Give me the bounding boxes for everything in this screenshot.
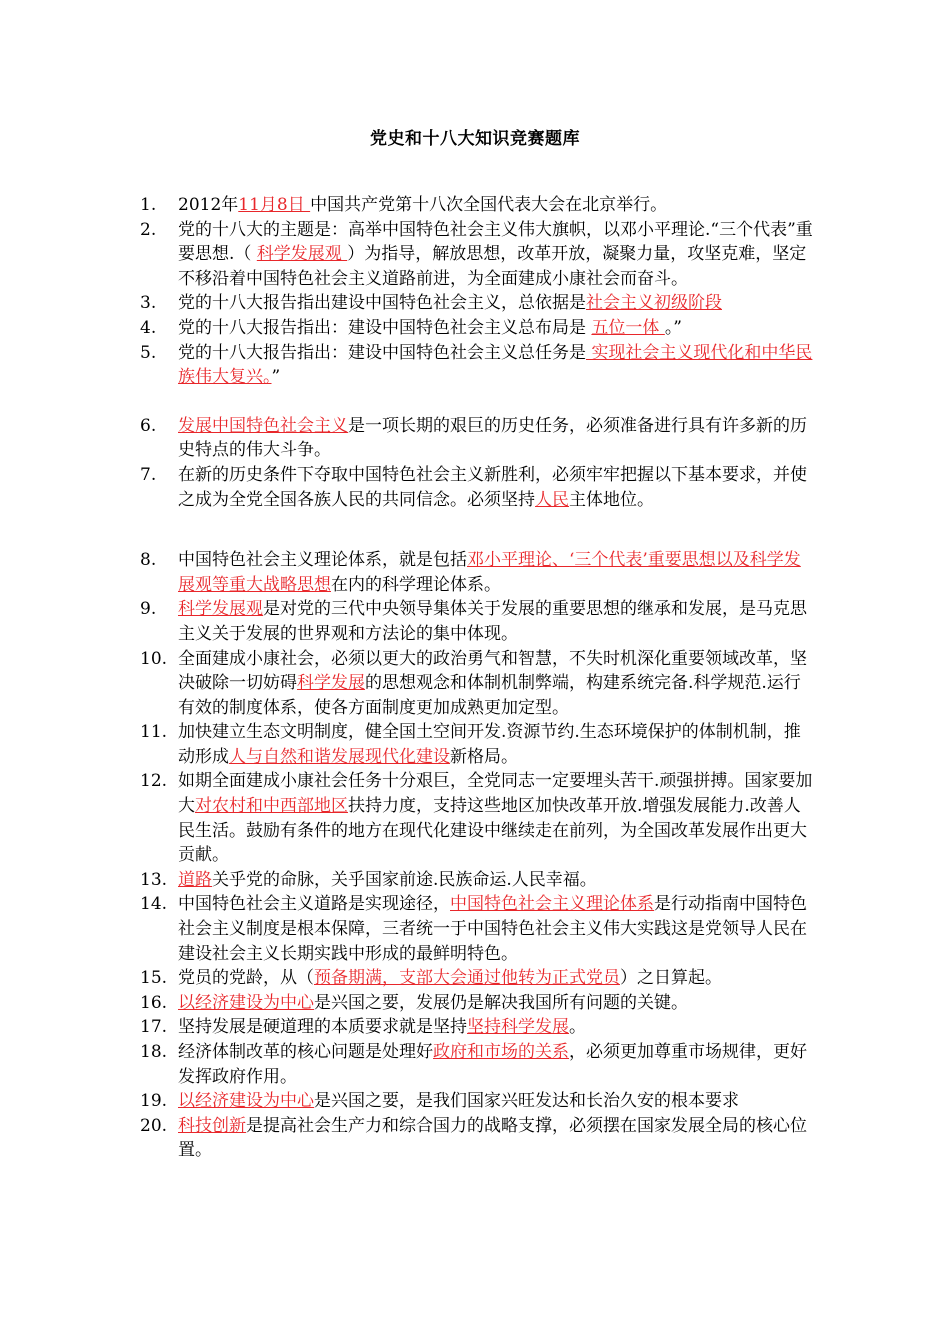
question-segment: 。 [569, 1017, 586, 1038]
answer-text: 以经济建设为中心 [178, 1091, 314, 1112]
blank-line [140, 390, 815, 414]
question-text [178, 341, 815, 390]
question-segment: 主体地位。 [569, 489, 654, 510]
answer-text: 科学发展观 [256, 244, 348, 265]
question-text [178, 193, 815, 218]
question-number: 1. [140, 195, 157, 215]
answer-text: 以经济建设为中心 [178, 992, 314, 1013]
question-segment: 关乎党的命脉，关乎国家前途.民族命运.人民幸福。 [212, 869, 597, 890]
question-segment: 坚持发展是硬道理的本质要求就是坚持 [178, 1017, 467, 1038]
question-item [140, 548, 815, 597]
answer-text: 邓小平理论、‘三个代表’重要思想以及科学发展观等重大战略思想 [178, 550, 801, 595]
question-item [140, 1015, 815, 1040]
question-text [178, 769, 815, 867]
question-item [140, 414, 815, 463]
question-item [140, 1040, 815, 1089]
question-item [140, 193, 815, 218]
question-segment: 是一项长期的艰巨的历史任务，必须准备进行具有许多新的历史特点的伟大斗争。 [178, 415, 807, 461]
question-text [178, 647, 815, 721]
question-number: 15. [140, 968, 168, 989]
question-segment: ）为指导，解放思想，改革开放，凝聚力量，攻坚克难，坚定不移沿着中国特色社会主义道路前进，为全面建成小康社会而奋斗。 [178, 244, 807, 289]
answer-text: 实现社会主义现代化和中华民族伟大复兴。 [178, 342, 813, 388]
question-item [140, 463, 815, 512]
question-segment: 中国特色社会主义道路是实现途径， [178, 894, 450, 915]
question-segment: 经济体制改革的核心问题是处理好 [178, 1042, 433, 1062]
answer-text: 科技创新 [178, 1115, 246, 1136]
question-number: 13. [140, 869, 168, 890]
question-text [178, 316, 815, 341]
answer-text: 政府和市场的关系 [433, 1042, 569, 1062]
question-number: 19. [140, 1091, 168, 1112]
question-segment: 加快建立生态文明制度，健全国土空间开发.资源节约.生态环境保护的体制机制，推动形成 [178, 722, 801, 767]
question-segment: 党员的党龄，从（ [178, 968, 314, 989]
question-text [178, 868, 815, 893]
question-segment: 是行动指南中国特色社会主义制度是根本保障，三者统一于中国特色社会主义伟大实践这是党领导人民在建设社会主义长期实践中形成的最鲜明特色。 [178, 894, 807, 964]
question-text [178, 892, 815, 966]
question-segment: 。” [664, 317, 683, 338]
question-item [140, 868, 815, 893]
question-number: 9. [140, 599, 157, 620]
question-segment: 如期全面建成小康社会任务十分艰巨，全党同志一定要埋头苦干.顽强拼搏。国家要加大 [178, 771, 813, 817]
question-text [178, 463, 815, 512]
question-text [178, 991, 815, 1016]
question-item [140, 647, 815, 721]
answer-text: 中国特色社会主义理论体系 [450, 894, 654, 915]
question-segment: 2012年 [178, 195, 239, 215]
question-segment: 是对党的三代中央领导集体关于发展的重要思想的继承和发展，是马克思主义关于发展的世界观和方法论的集中体现。 [178, 599, 807, 644]
question-segment: 的思想观念和体制机制弊端，构建系统完备.科学规范.运行有效的制度体系，使各方面制度更加成熟更加定型。 [178, 673, 801, 718]
question-segment: 党的十八大的主题是：高举中国特色社会主义伟大旗帜，以邓小平理论.“三个代表”重要思想.（ [178, 219, 813, 265]
question-number: 7. [140, 464, 157, 485]
question-number: 8. [140, 550, 157, 571]
answer-text: 对农村和中西部地区 [195, 796, 348, 817]
question-segment: 扶持力度，支持这些地区加快改革开放.增强发展能力.改善人民生活。鼓励有条件的地方在现代化建设中继续走在前列，为全国改革发展作出更大贡献。 [178, 796, 807, 866]
question-text [178, 414, 815, 463]
question-segment: 是提高社会生产力和综合国力的战略支撑，必须摆在国家发展全局的核心位置。 [178, 1115, 807, 1161]
question-item [140, 1114, 815, 1163]
question-text [178, 1040, 815, 1089]
question-number: 18. [140, 1042, 168, 1062]
page-title: 党史和十八大知识竞赛题库 [370, 129, 580, 149]
question-number: 10. [140, 648, 168, 669]
question-segment: 新格局。 [450, 746, 518, 767]
question-segment: 在内的科学理论体系。 [331, 574, 501, 595]
answer-text: 坚持科学发展 [467, 1017, 569, 1038]
question-text [178, 218, 815, 292]
question-item [140, 218, 815, 292]
question-text [178, 1015, 815, 1040]
question-number: 11. [140, 722, 168, 743]
question-number: 2. [140, 219, 157, 240]
question-segment: 党的十八大报告指出：建设中国特色社会主义总任务是 [178, 342, 586, 363]
question-number: 12. [140, 771, 168, 792]
question-item [140, 991, 815, 1016]
question-text [178, 720, 815, 769]
question-text [178, 1114, 815, 1163]
question-number: 20. [140, 1115, 168, 1136]
question-number: 17. [140, 1017, 168, 1038]
question-segment: ，必须更加尊重市场规律，更好发挥政府作用。 [178, 1042, 807, 1087]
question-segment: 在新的历史条件下夺取中国特色社会主义新胜利，必须牢牢把握以下基本要求，并使之成为全党全国各族人民的共同信念。必须坚持 [178, 464, 807, 510]
question-item [140, 291, 815, 316]
question-item [140, 316, 815, 341]
answer-text: 人民 [535, 489, 569, 510]
question-segment: ” [271, 367, 281, 388]
question-number: 6. [140, 415, 157, 436]
question-text [178, 966, 815, 991]
question-item [140, 1089, 815, 1114]
question-list [140, 193, 815, 1163]
question-number: 16. [140, 992, 168, 1013]
answer-text: 社会主义初级阶段 [586, 293, 722, 314]
question-segment: 全面建成小康社会，必须以更大的政治勇气和智慧，不失时机深化重要领域改革，坚决破除一切妨碍 [178, 648, 807, 694]
question-text [178, 548, 815, 597]
question-number: 14. [140, 894, 168, 915]
answer-text: 五位一体 [591, 317, 665, 338]
question-item [140, 769, 815, 867]
question-segment: 党的十八大报告指出：建设中国特色社会主义总布局是 [178, 317, 592, 338]
answer-text: 科学发展 [297, 673, 365, 694]
question-text [178, 291, 815, 316]
question-text [178, 1089, 815, 1114]
question-segment: 中国特色社会主义理论体系，就是包括 [178, 550, 467, 571]
question-segment: ）之日算起。 [620, 968, 722, 989]
answer-text: 科学发展观 [178, 599, 263, 620]
question-item [140, 892, 815, 966]
question-item [140, 341, 815, 390]
answer-text: 预备期满，支部大会通过他转为正式党员 [314, 968, 620, 989]
question-item [140, 597, 815, 646]
question-segment: 中国共产党第十八次全国代表大会在北京举行。 [310, 195, 668, 215]
blank-line [140, 512, 815, 548]
question-text [178, 597, 815, 646]
answer-text: 11月8日 [238, 195, 311, 215]
question-number: 4. [140, 317, 157, 338]
question-segment: 是兴国之要，是我们国家兴旺发达和长治久安的根本要求 [314, 1091, 739, 1112]
question-segment: 是兴国之要，发展仍是解决我国所有问题的关键。 [314, 992, 688, 1013]
answer-text: 发展中国特色社会主义 [178, 415, 348, 436]
question-number: 3. [140, 293, 157, 314]
question-segment: 党的十八大报告指出建设中国特色社会主义，总依据是 [178, 293, 586, 314]
answer-text: 人与自然和谐发展现代化建设 [229, 746, 450, 767]
answer-text: 道路 [178, 869, 212, 890]
question-number: 5. [140, 342, 157, 363]
question-item [140, 720, 815, 769]
question-item [140, 966, 815, 991]
